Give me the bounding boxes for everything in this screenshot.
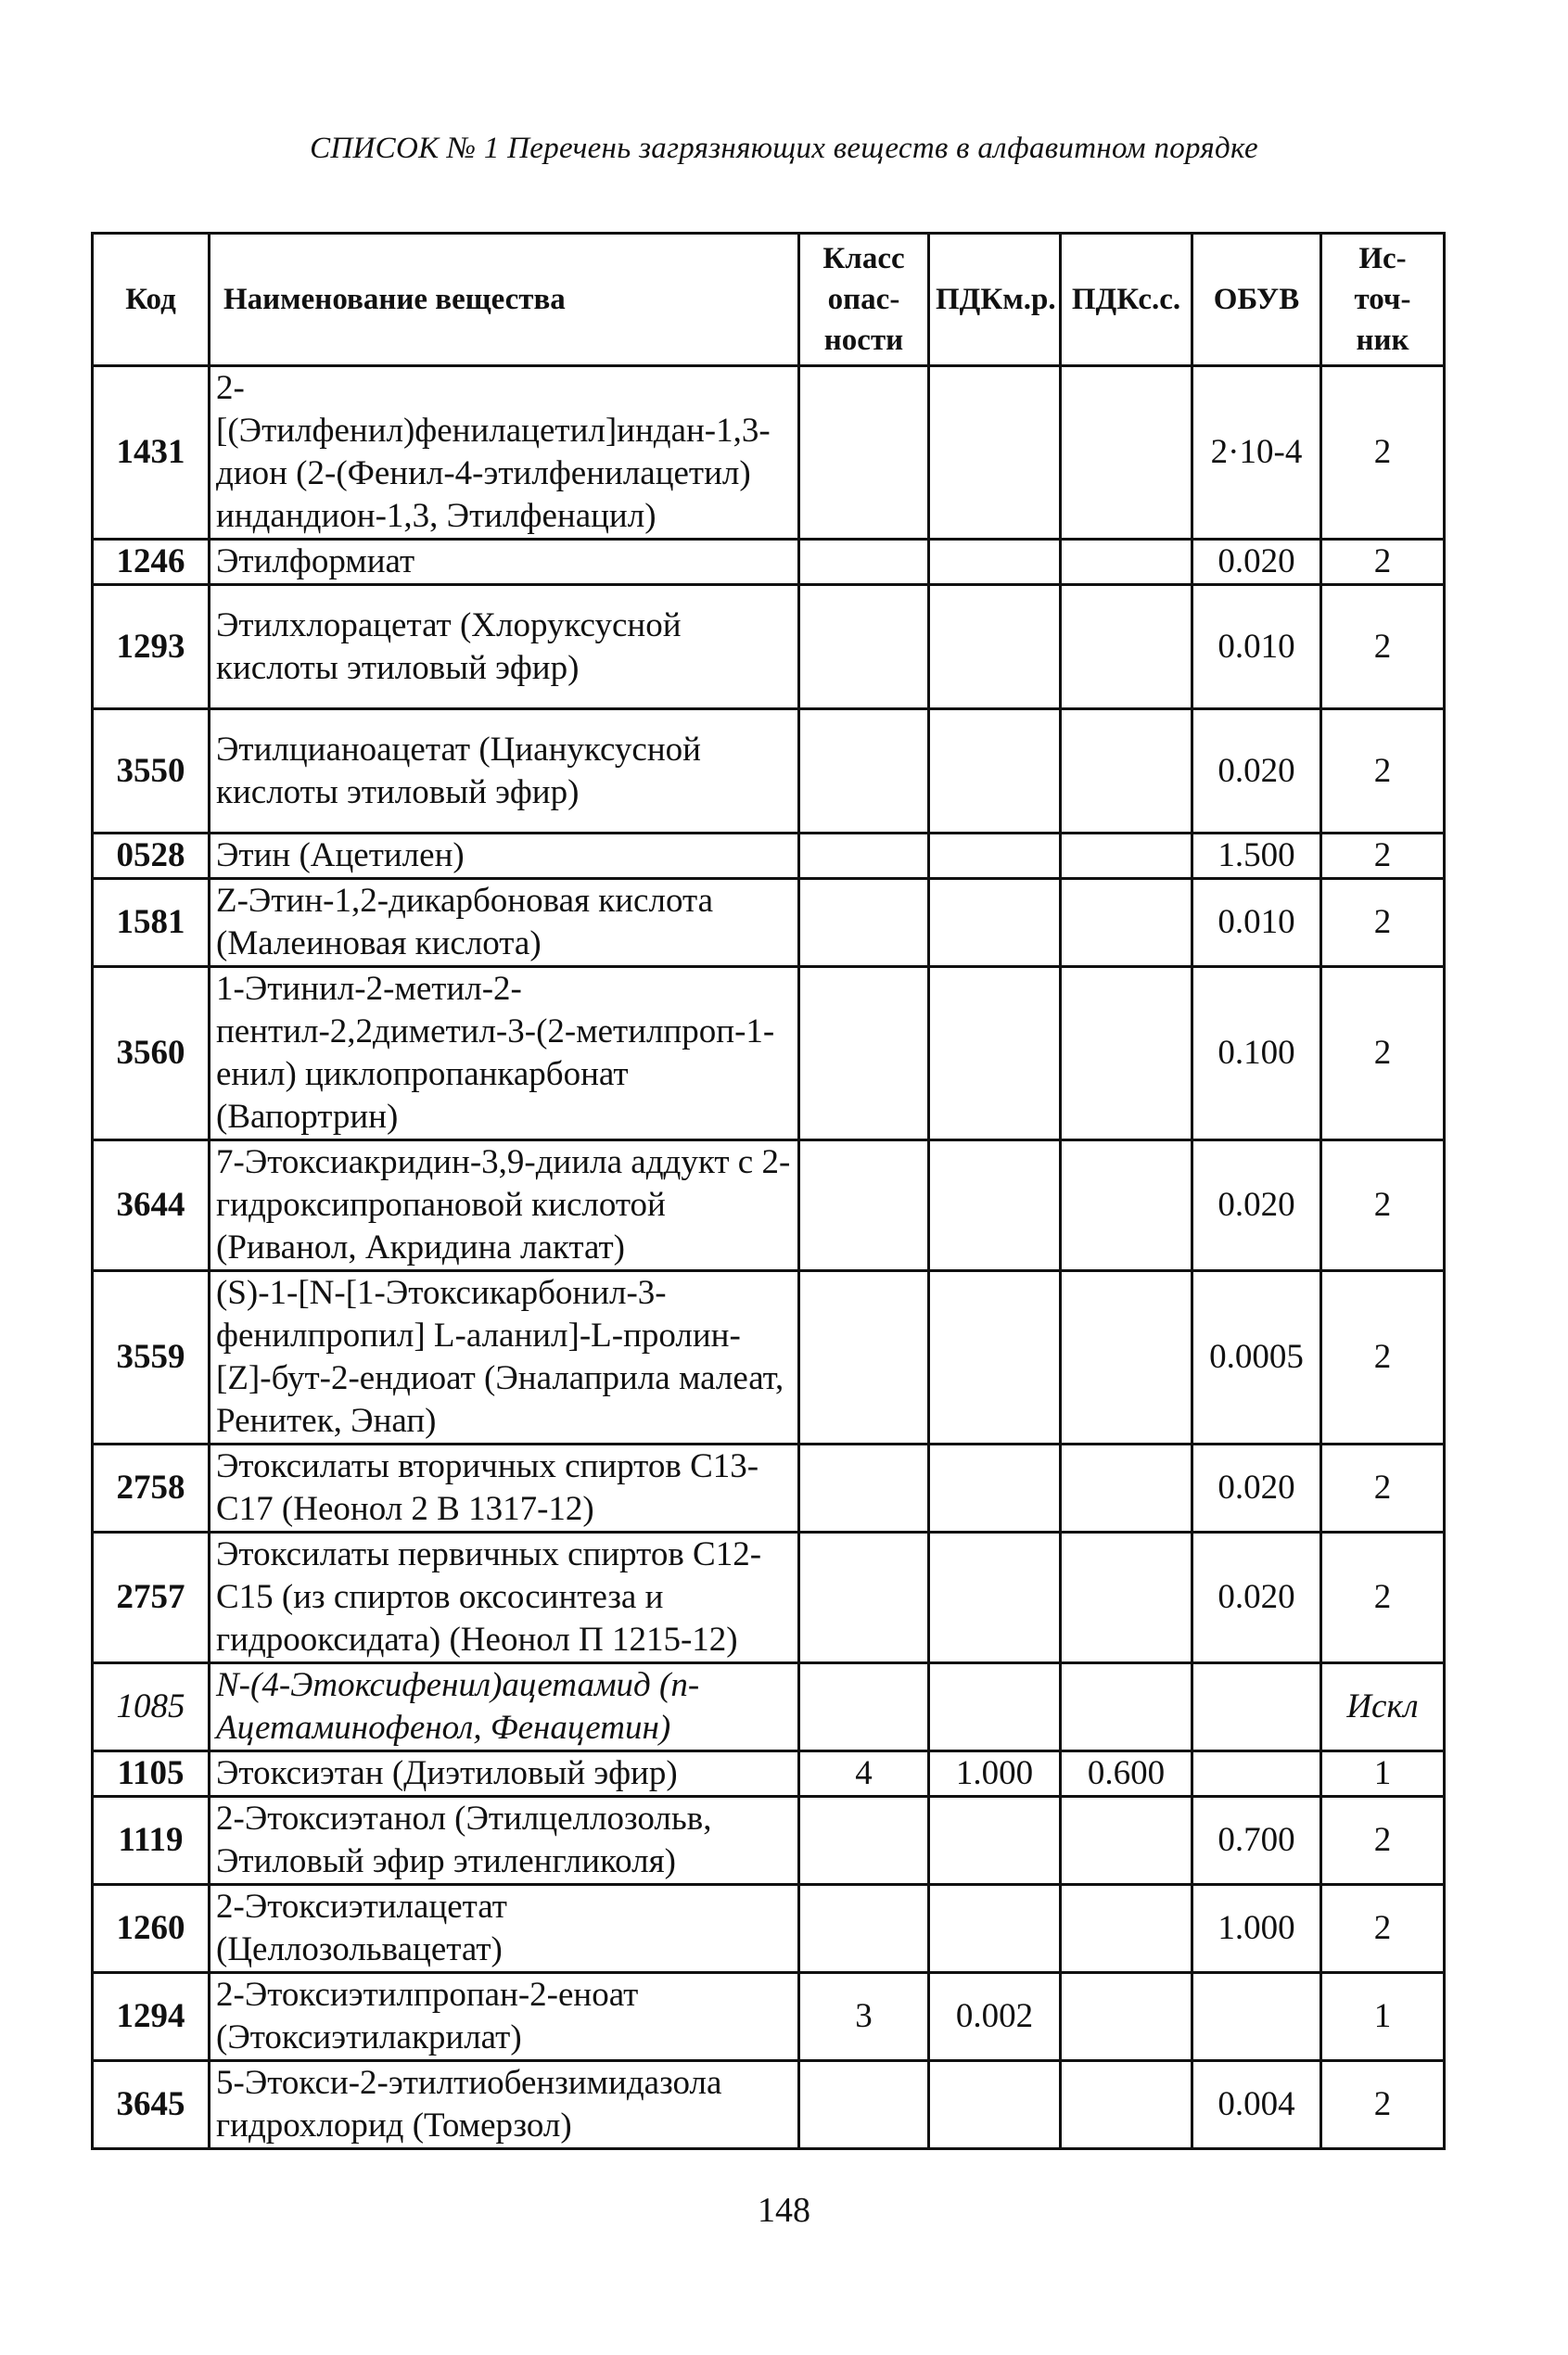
cell-pdk-mr (929, 1663, 1061, 1751)
table-row (93, 1751, 1445, 1797)
header-pdk-mr: ПДКм.р. (929, 234, 1061, 366)
cell-pdk-ss (1061, 834, 1192, 879)
cell-source: 2 (1321, 1885, 1445, 1973)
cell-code: 1294 (93, 1973, 210, 2061)
cell-pdk-ss (1061, 1271, 1192, 1445)
substances-table (91, 232, 1446, 2150)
cell-pdk-mr (929, 585, 1061, 709)
header-source: Ис- точ- ник (1321, 234, 1445, 366)
cell-code: 1260 (93, 1885, 210, 1973)
header-pdk-ss: ПДКс.с. (1061, 234, 1192, 366)
cell-source: 1 (1321, 1751, 1445, 1797)
cell-source: Искл (1321, 1663, 1445, 1751)
cell-pdk-ss (1061, 540, 1192, 585)
cell-obuv: 0.020 (1192, 540, 1321, 585)
cell-source: 2 (1321, 585, 1445, 709)
cell-name: 2-Этоксиэтилпропан-2-еноат (Этоксиэтилакрилат) (210, 1973, 799, 2061)
cell-pdk-mr (929, 834, 1061, 879)
cell-code: 3559 (93, 1271, 210, 1445)
page-number: 148 (758, 2191, 810, 2230)
cell-hazard-class (799, 1797, 929, 1885)
table-row (93, 1445, 1445, 1533)
cell-name: Этилцианоацетат (Циануксусной кислоты этиловый эфир) (210, 709, 799, 834)
cell-pdk-mr: 1.000 (929, 1751, 1061, 1797)
cell-name: 1-Этинил-2-метил-2-пентил-2,2диметил-3-(2-метилпроп-1-енил) циклопропанкарбонат (Вапортрин) (210, 967, 799, 1140)
cell-code: 3644 (93, 1140, 210, 1271)
table-row (93, 366, 1445, 540)
cell-hazard-class: 4 (799, 1751, 929, 1797)
cell-code: 1581 (93, 879, 210, 967)
cell-pdk-mr (929, 1885, 1061, 1973)
cell-source: 2 (1321, 834, 1445, 879)
header-name: Наименование вещества (210, 234, 799, 366)
cell-pdk-mr: 0.002 (929, 1973, 1061, 2061)
cell-code: 1246 (93, 540, 210, 585)
cell-pdk-ss (1061, 1973, 1192, 2061)
cell-code: 3560 (93, 967, 210, 1140)
cell-name: 5-Этокси-2-этилтиобензимидазола гидрохлорид (Томерзол) (210, 2061, 799, 2149)
cell-obuv: 0.020 (1192, 709, 1321, 834)
cell-name: 2-Этоксиэтанол (Этилцеллозольв, Этиловый эфир этиленгликоля) (210, 1797, 799, 1885)
cell-name: Этоксилаты первичных спиртов C12-C15 (из спиртов оксосинтеза и гидрооксидата) (Неонол П 1215-12) (210, 1533, 799, 1663)
cell-pdk-mr (929, 1533, 1061, 1663)
table-row (93, 1885, 1445, 1973)
cell-hazard-class (799, 366, 929, 540)
cell-hazard-class (799, 834, 929, 879)
cell-pdk-mr (929, 1445, 1061, 1533)
table-row (93, 1663, 1445, 1751)
cell-name: Этоксилаты вторичных спиртов C13-C17 (Неонол 2 В 1317-12) (210, 1445, 799, 1533)
cell-hazard-class (799, 2061, 929, 2149)
table-row (93, 540, 1445, 585)
cell-name: 2-[(Этилфенил)фенилацетил]индан-1,3-дион (2-(Фенил-4-этилфенилацетил) индандион-1,3, Этилфенацил) (210, 366, 799, 540)
header-obuv: ОБУВ (1192, 234, 1321, 366)
cell-pdk-ss (1061, 967, 1192, 1140)
cell-hazard-class (799, 1885, 929, 1973)
cell-name: 7-Этоксиакридин-3,9-диила аддукт с 2-гидроксипропановой кислотой (Риванол, Акридина лактат) (210, 1140, 799, 1271)
cell-name: (S)-1-[N-[1-Этоксикарбонил-3-фенилпропил] L-аланил]-L-пролин-[Z]-бут-2-ендиоат (Эналаприла малеат, Ренитек, Энап) (210, 1271, 799, 1445)
cell-obuv: 0.020 (1192, 1445, 1321, 1533)
cell-obuv: 0.700 (1192, 1797, 1321, 1885)
cell-obuv (1192, 1973, 1321, 2061)
table-row (93, 709, 1445, 834)
cell-obuv: 0.100 (1192, 967, 1321, 1140)
table-row (93, 585, 1445, 709)
cell-pdk-ss (1061, 1663, 1192, 1751)
cell-pdk-ss (1061, 585, 1192, 709)
cell-name: Этилформиат (210, 540, 799, 585)
cell-pdk-ss (1061, 366, 1192, 540)
cell-name: Этилхлорацетат (Хлоруксусной кислоты этиловый эфир) (210, 585, 799, 709)
table-row (93, 1973, 1445, 2061)
cell-pdk-ss (1061, 879, 1192, 967)
table-row (93, 879, 1445, 967)
cell-hazard-class: 3 (799, 1973, 929, 2061)
cell-source: 2 (1321, 1140, 1445, 1271)
cell-name: Этин (Ацетилен) (210, 834, 799, 879)
table-header-row (93, 234, 1445, 366)
header-hazard-class: Класс опас- ности (799, 234, 929, 366)
cell-source: 2 (1321, 709, 1445, 834)
cell-pdk-ss (1061, 1140, 1192, 1271)
cell-obuv: 0.0005 (1192, 1271, 1321, 1445)
cell-source: 2 (1321, 1271, 1445, 1445)
cell-code: 1119 (93, 1797, 210, 1885)
cell-code: 0528 (93, 834, 210, 879)
cell-pdk-mr (929, 967, 1061, 1140)
cell-code: 1431 (93, 366, 210, 540)
table-row (93, 1140, 1445, 1271)
cell-source: 2 (1321, 967, 1445, 1140)
cell-name: N-(4-Этоксифенил)ацетамид (п-Ацетаминофенол, Фенацетин) (210, 1663, 799, 1751)
cell-source: 2 (1321, 366, 1445, 540)
cell-pdk-ss (1061, 1885, 1192, 1973)
cell-pdk-ss (1061, 1797, 1192, 1885)
cell-name: Этоксиэтан (Диэтиловый эфир) (210, 1751, 799, 1797)
cell-pdk-ss: 0.600 (1061, 1751, 1192, 1797)
cell-code: 1293 (93, 585, 210, 709)
cell-pdk-ss (1061, 2061, 1192, 2149)
table-row (93, 967, 1445, 1140)
cell-hazard-class (799, 540, 929, 585)
table-row (93, 1533, 1445, 1663)
cell-source: 2 (1321, 540, 1445, 585)
table-row (93, 834, 1445, 879)
table-row (93, 2061, 1445, 2149)
cell-pdk-ss (1061, 1533, 1192, 1663)
cell-hazard-class (799, 709, 929, 834)
cell-pdk-ss (1061, 709, 1192, 834)
cell-name: Z-Этин-1,2-дикарбоновая кислота (Малеиновая кислота) (210, 879, 799, 967)
cell-obuv: 1.500 (1192, 834, 1321, 879)
cell-pdk-mr (929, 1271, 1061, 1445)
cell-code: 3645 (93, 2061, 210, 2149)
cell-source: 2 (1321, 1445, 1445, 1533)
cell-source: 2 (1321, 1797, 1445, 1885)
cell-hazard-class (799, 1663, 929, 1751)
cell-obuv: 0.004 (1192, 2061, 1321, 2149)
table-row (93, 1271, 1445, 1445)
header-code: Код (93, 234, 210, 366)
cell-pdk-mr (929, 1140, 1061, 1271)
cell-hazard-class (799, 585, 929, 709)
table-row (93, 1797, 1445, 1885)
cell-pdk-mr (929, 879, 1061, 967)
cell-obuv: 0.010 (1192, 585, 1321, 709)
cell-source: 2 (1321, 2061, 1445, 2149)
cell-hazard-class (799, 1533, 929, 1663)
cell-hazard-class (799, 1140, 929, 1271)
cell-source: 2 (1321, 879, 1445, 967)
cell-name: 2-Этоксиэтилацетат (Целлозольвацетат) (210, 1885, 799, 1973)
cell-obuv: 1.000 (1192, 1885, 1321, 1973)
cell-obuv (1192, 1663, 1321, 1751)
cell-obuv: 0.010 (1192, 879, 1321, 967)
cell-code: 3550 (93, 709, 210, 834)
cell-hazard-class (799, 879, 929, 967)
cell-obuv: 0.020 (1192, 1533, 1321, 1663)
cell-hazard-class (799, 1445, 929, 1533)
cell-hazard-class (799, 967, 929, 1140)
cell-pdk-mr (929, 1797, 1061, 1885)
cell-source: 1 (1321, 1973, 1445, 2061)
cell-obuv: 2·10-4 (1192, 366, 1321, 540)
cell-hazard-class (799, 1271, 929, 1445)
cell-source: 2 (1321, 1533, 1445, 1663)
cell-pdk-mr (929, 2061, 1061, 2149)
cell-pdk-mr (929, 709, 1061, 834)
cell-code: 1085 (93, 1663, 210, 1751)
cell-obuv (1192, 1751, 1321, 1797)
cell-pdk-mr (929, 540, 1061, 585)
page-header: СПИСОК № 1 Перечень загрязняющих веществ в алфавитном порядке (310, 132, 1258, 165)
cell-pdk-mr (929, 366, 1061, 540)
cell-pdk-ss (1061, 1445, 1192, 1533)
cell-code: 2758 (93, 1445, 210, 1533)
cell-obuv: 0.020 (1192, 1140, 1321, 1271)
cell-code: 2757 (93, 1533, 210, 1663)
cell-code: 1105 (93, 1751, 210, 1797)
